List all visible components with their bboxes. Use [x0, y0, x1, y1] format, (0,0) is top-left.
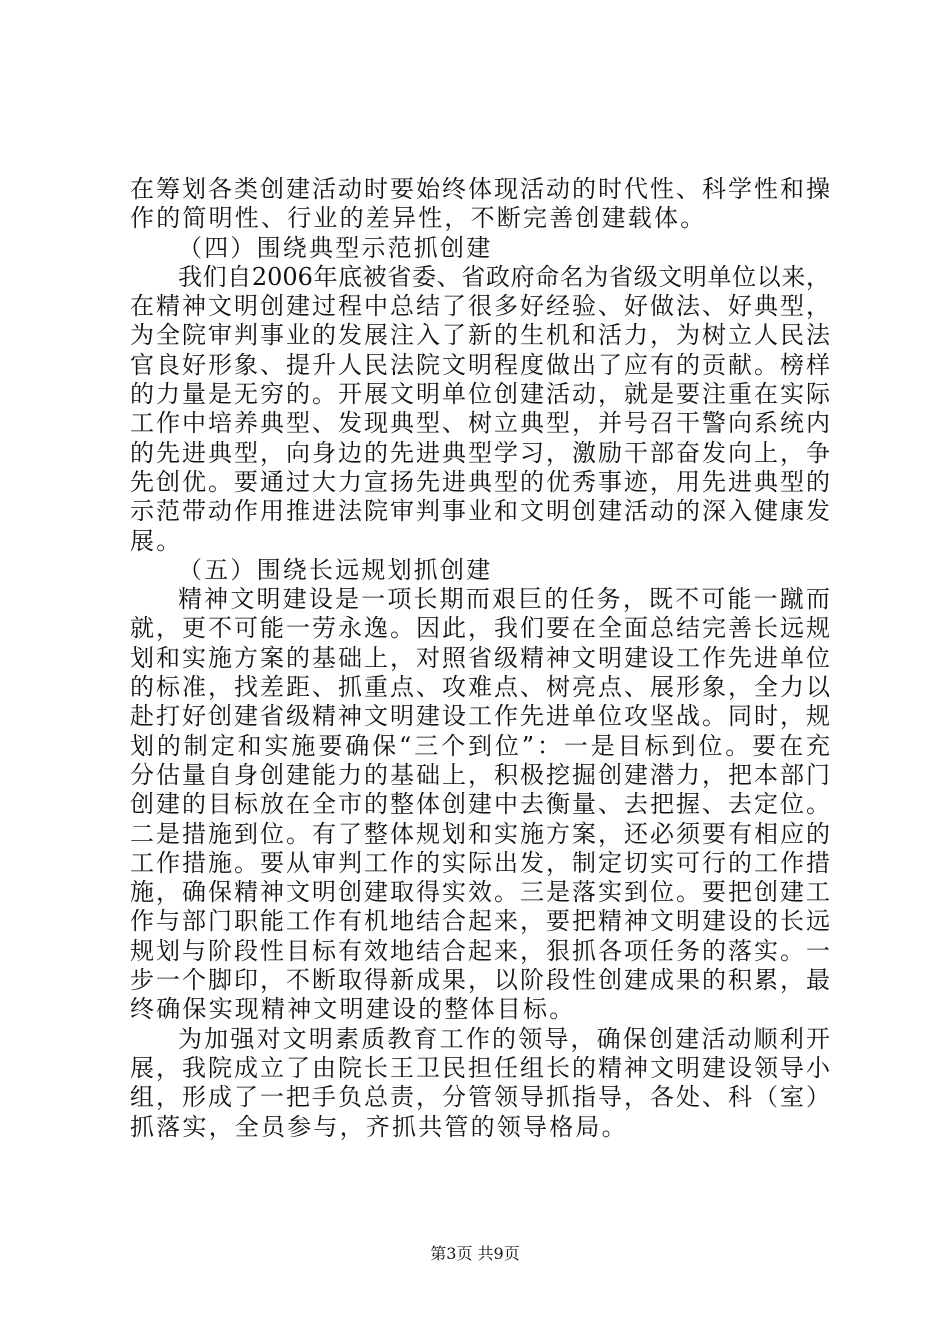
text-line: 创建的目标放在全市的整体创建中去衡量、去把握、去定位。 [130, 790, 830, 819]
section-heading: （四）围绕典型示范抓创建 [178, 233, 493, 262]
text-line: 组，形成了一把手负总责，分管领导抓指导，各处、科（室） [130, 1083, 830, 1112]
text-line: 的力量是无穷的。开展文明单位创建活动，就是要注重在实际 [130, 380, 830, 409]
page-number-label: 第3页 共9页 [430, 1244, 520, 1263]
text-line: 划的制定和实施要确保“三个到位”：一是目标到位。要在充 [130, 731, 830, 760]
text-line: 官良好形象、提升人民法院文明程度做出了应有的贡献。榜样 [130, 350, 830, 379]
document-body [130, 175, 830, 1142]
text-line: 在精神文明创建过程中总结了很多好经验、好做法、好典型， [130, 292, 830, 321]
text-line: 示范带动作用推进法院审判事业和文明创建活动的深入健康发 [130, 497, 830, 526]
text-line: 工作措施。要从审判工作的实际出发，制定切实可行的工作措 [130, 848, 830, 877]
text-line: 分估量自身创建能力的基础上，积极挖掘创建潜力，把本部门 [130, 760, 830, 789]
text-line: 终确保实现精神文明建设的整体目标。 [130, 995, 576, 1024]
text-line: 抓落实，全员参与，齐抓共管的领导格局。 [130, 1112, 628, 1141]
text-line: 划和实施方案的基础上，对照省级精神文明建设工作先进单位 [130, 643, 830, 672]
text-line: 在筹划各类创建活动时要始终体现活动的时代性、科学性和操 [130, 175, 830, 203]
text-line: 施，确保精神文明创建取得实效。三是落实到位。要把创建工 [130, 878, 830, 907]
text-line: 赴打好创建省级精神文明建设工作先进单位攻坚战。同时，规 [130, 702, 830, 731]
text-line: 展，我院成立了由院长王卫民担任组长的精神文明建设领导小 [130, 1053, 830, 1082]
page-footer [0, 1241, 950, 1264]
text-line: 的先进典型，向身边的先进典型学习，激励干部奋发向上，争 [130, 438, 830, 467]
text-line: 作与部门职能工作有机地结合起来，要把精神文明建设的长远 [130, 907, 830, 936]
text-line: 先创优。要通过大力宣扬先进典型的优秀事迹，用先进典型的 [130, 467, 830, 496]
text-line: 为全院审判事业的发展注入了新的生机和活力，为树立人民法 [130, 321, 830, 350]
text-line: 作的简明性、行业的差异性，不断完善创建载体。 [130, 204, 707, 233]
text-line: 步一个脚印，不断取得新成果，以阶段性创建成果的积累，最 [130, 966, 830, 995]
text-line: 二是措施到位。有了整体规划和实施方案，还必须要有相应的 [130, 819, 830, 848]
text-line: 的标准，找差距、抓重点、攻难点、树亮点、展形象，全力以 [130, 673, 830, 702]
text-line: 工作中培养典型、发现典型、树立典型，并号召干警向系统内 [130, 409, 830, 438]
text-line: 为加强对文明素质教育工作的领导，确保创建活动顺利开 [178, 1024, 830, 1053]
text-line: 精神文明建设是一项长期而艰巨的任务，既不可能一蹴而 [178, 585, 830, 614]
text-line: 就，更不可能一劳永逸。因此，我们要在全面总结完善长远规 [130, 614, 830, 643]
text-line: 我们自2006年底被省委、省政府命名为省级文明单位以来， [178, 262, 830, 291]
section-heading: （五）围绕长远规划抓创建 [178, 555, 493, 584]
text-line: 展。 [130, 526, 183, 555]
text-line: 规划与阶段性目标有效地结合起来，狠抓各项任务的落实。一 [130, 936, 830, 965]
